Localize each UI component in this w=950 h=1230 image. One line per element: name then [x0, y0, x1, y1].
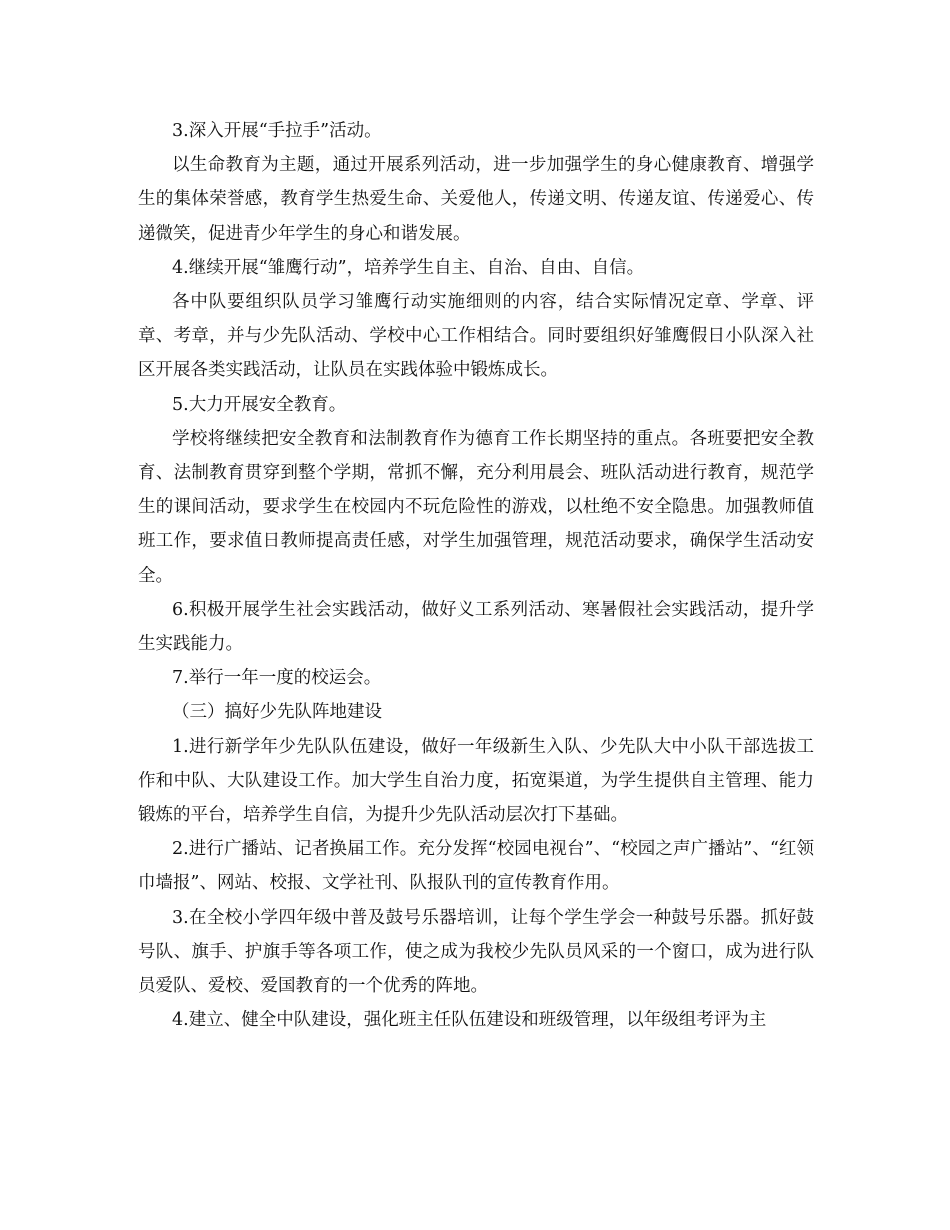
item-heading-6: 6.积极开展学生社会实践活动，做好义工系列活动、寒暑假社会实践活动，提升学生实践能力。 [138, 599, 814, 655]
section-heading-3: （三）搞好少先队阵地建设 [172, 702, 382, 723]
paragraph-eagle-action: 各中队要组织队员学习雏鹰行动实施细则的内容，结合实际情况定章、学章、评章、考章，并与少先队活动、学校中心工作相结合。同时要组织好雏鹰假日小队深入社区开展各类实践活动，让队员在实践体验中锻炼成长。 [138, 292, 814, 381]
item-heading-4: 4.继续开展“雏鹰行动”，培养学生自主、自治、自由、自信。 [172, 257, 645, 278]
paragraph-safety-education: 学校将继续把安全教育和法制教育作为德育工作长期坚持的重点。各班要把安全教育、法制教育贯穿到整个学期，常抓不懈，充分利用晨会、班队活动进行教育，规范学生的课间活动，要求学生在校园内不玩危险性的游戏，以杜绝不安全隐患。加强教师值班工作，要求值日教师提高责任感，对学生加强管理，规范活动要求，确保学生活动安全。 [138, 428, 814, 586]
paragraph-squad-building: 4.建立、健全中队建设，强化班主任队伍建设和班级管理，以年级组考评为主 [172, 1010, 767, 1031]
item-heading-5: 5.大力开展安全教育。 [172, 394, 347, 415]
paragraph-life-education: 以生命教育为主题，通过开展系列活动，进一步加强学生的身心健康教育、增强学生的集体荣誉感，教育学生热爱生命、关爱他人，传递文明、传递友谊、传递爱心、传递微笑，促进青少年学生的身心和谐发展。 [138, 155, 814, 244]
item-heading-3: 3.深入开展“手拉手”活动。 [172, 121, 382, 141]
document-body [138, 114, 814, 1037]
paragraph-team-building: 1.进行新学年少先队队伍建设，做好一年级新生入队、少先队大中小队干部选拔工作和中队、大队建设工作。加大学生自治力度，拓宽渠道，为学生提供自主管理、能力锻炼的平台，培养学生自信，为提升少先队活动层次打下基础。 [138, 736, 814, 826]
paragraph-drum-band: 3.在全校小学四年级中普及鼓号乐器培训，让每个学生学会一种鼓号乐器。抓好鼓号队、旗手、护旗手等各项工作，使之成为我校少先队员风采的一个窗口，成为进行队员爱队、爱校、爱国教育的一个优秀的阵地。 [138, 907, 814, 997]
paragraph-broadcast-station: 2.进行广播站、记者换届工作。充分发挥“校园电视台”、“校园之声广播站”、“红领巾墙报”、网站、校报、文学社刊、队报队刊的宣传教育作用。 [138, 839, 814, 894]
item-heading-7: 7.举行一年一度的校运会。 [172, 668, 382, 689]
